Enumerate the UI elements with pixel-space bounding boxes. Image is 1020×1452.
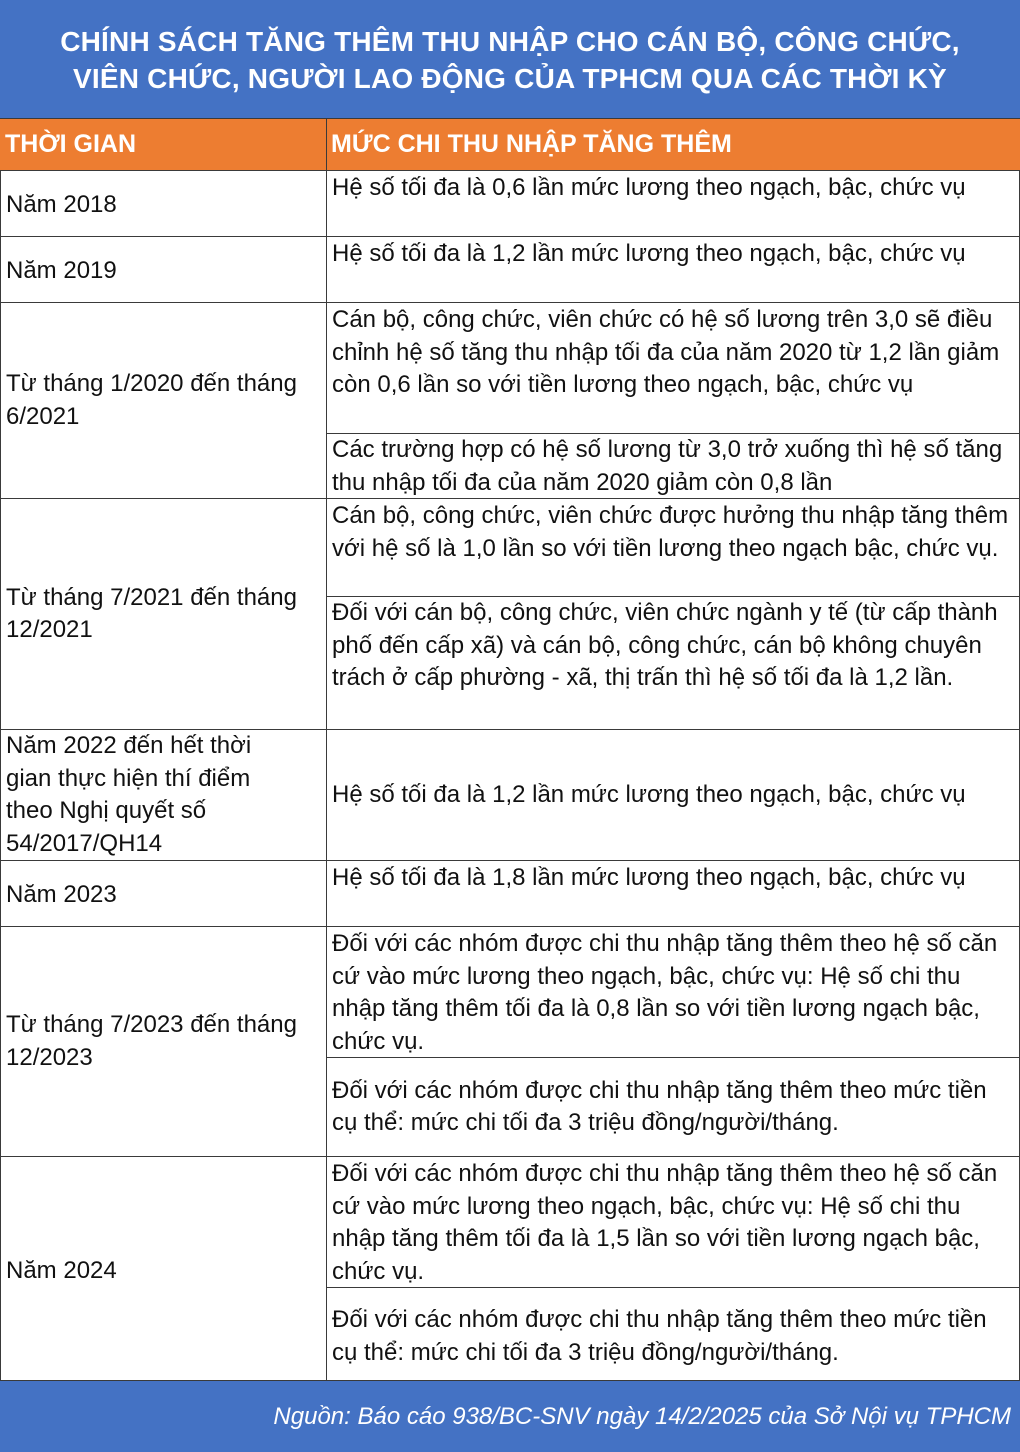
policy-table: [0, 171, 1020, 1385]
header-income: MỨC CHI THU NHẬP TĂNG THÊM: [331, 130, 732, 158]
income-cell: Hệ số tối đa là 1,2 lần mức lương theo ngạch, bậc, chức vụ: [332, 240, 966, 267]
time-cell: Năm 2019: [1, 237, 327, 302]
table-row: [1, 730, 1019, 861]
time-cell: Năm 2023: [1, 861, 327, 926]
table-row: [1, 303, 1019, 499]
income-cell: Hệ số tối đa là 1,8 lần mức lương theo ngạch, bậc, chức vụ: [332, 864, 966, 891]
table-row: [1, 861, 1019, 927]
income-cell: Hệ số tối đa là 1,2 lần mức lương theo ngạch, bậc, chức vụ: [332, 780, 966, 808]
income-cell: Đối với các nhóm được chi thu nhập tăng thêm theo hệ số căn cứ vào mức lương theo ngạch, bậc, chức vụ: Hệ số chi thu nhập tăng thêm tối đa là 1,5 lần so với tiền lương ngạch bậc, chức vụ.: [327, 1157, 1019, 1288]
income-cell: Đối với các nhóm được chi thu nhập tăng thêm theo mức tiền cụ thể: mức chi tối đa 3 triệu đồng/người/tháng.: [332, 1076, 987, 1136]
source-note: Nguồn: Báo cáo 938/BC-SNV ngày 14/2/2025 của Sở Nội vụ TPHCM: [273, 1402, 1011, 1430]
page-title: CHÍNH SÁCH TĂNG THÊM THU NHẬP CHO CÁN BỘ, CÔNG CHỨC, VIÊN CHỨC, NGƯỜI LAO ĐỘNG CỦA TPHCM QUA CÁC THỜI KỲ: [60, 26, 960, 94]
income-cell: Hệ số tối đa là 0,6 lần mức lương theo ngạch, bậc, chức vụ: [332, 174, 966, 201]
time-cell: Từ tháng 1/2020 đến tháng 6/2021: [1, 303, 327, 498]
table-row: [1, 1157, 1019, 1385]
header-divider: [326, 119, 327, 170]
time-cell: Năm 2018: [1, 171, 327, 236]
income-cell: Đối với các nhóm được chi thu nhập tăng thêm theo hệ số căn cứ vào mức lương theo ngạch, bậc, chức vụ: Hệ số chi thu nhập tăng thêm tối đa là 0,8 lần so với tiền lương ngạch bậc, chức vụ.: [327, 927, 1019, 1058]
time-cell: Từ tháng 7/2023 đến tháng 12/2023: [1, 927, 327, 1156]
table-row: [1, 499, 1019, 730]
header-time: THỜI GIAN: [5, 130, 137, 158]
table-header: [0, 118, 1020, 171]
time-cell: Năm 2024: [1, 1157, 327, 1385]
table-row: [1, 237, 1019, 303]
time-cell: Năm 2022 đến hết thời gian thực hiện thí điểm theo Nghị quyết số 54/2017/QH14: [1, 730, 327, 860]
table-row: [1, 171, 1019, 237]
income-cell: Các trường hợp có hệ số lương từ 3,0 trở xuống thì hệ số tăng thu nhập tối đa của năm 2020 giảm còn 0,8 lần: [332, 436, 1003, 496]
income-cell: Cán bộ, công chức, viên chức có hệ số lương trên 3,0 sẽ điều chỉnh hệ số tăng thu nhập tối đa của năm 2020 từ 1,2 lần giảm còn 0,6 lần so với tiền lương theo ngạch, bậc, chức vụ: [327, 303, 1019, 434]
title-bar: [0, 0, 1020, 118]
table-row: [1, 927, 1019, 1157]
time-cell: Từ tháng 7/2021 đến tháng 12/2021: [1, 499, 327, 729]
source-footer: [0, 1380, 1020, 1452]
income-cell: Đối với các nhóm được chi thu nhập tăng thêm theo mức tiền cụ thể: mức chi tối đa 3 triệu đồng/người/tháng.: [332, 1306, 987, 1366]
income-cell: Cán bộ, công chức, viên chức được hưởng thu nhập tăng thêm với hệ số là 1,0 lần so với tiền lương theo ngạch bậc, chức vụ.: [327, 499, 1019, 597]
income-cell: Đối với cán bộ, công chức, viên chức ngành y tế (từ cấp thành phố đến cấp xã) và cán bộ, công chức, cán bộ không chuyên trách ở cấp phường - xã, thị trấn thì hệ số tối đa là 1,2 lần.: [332, 599, 998, 691]
